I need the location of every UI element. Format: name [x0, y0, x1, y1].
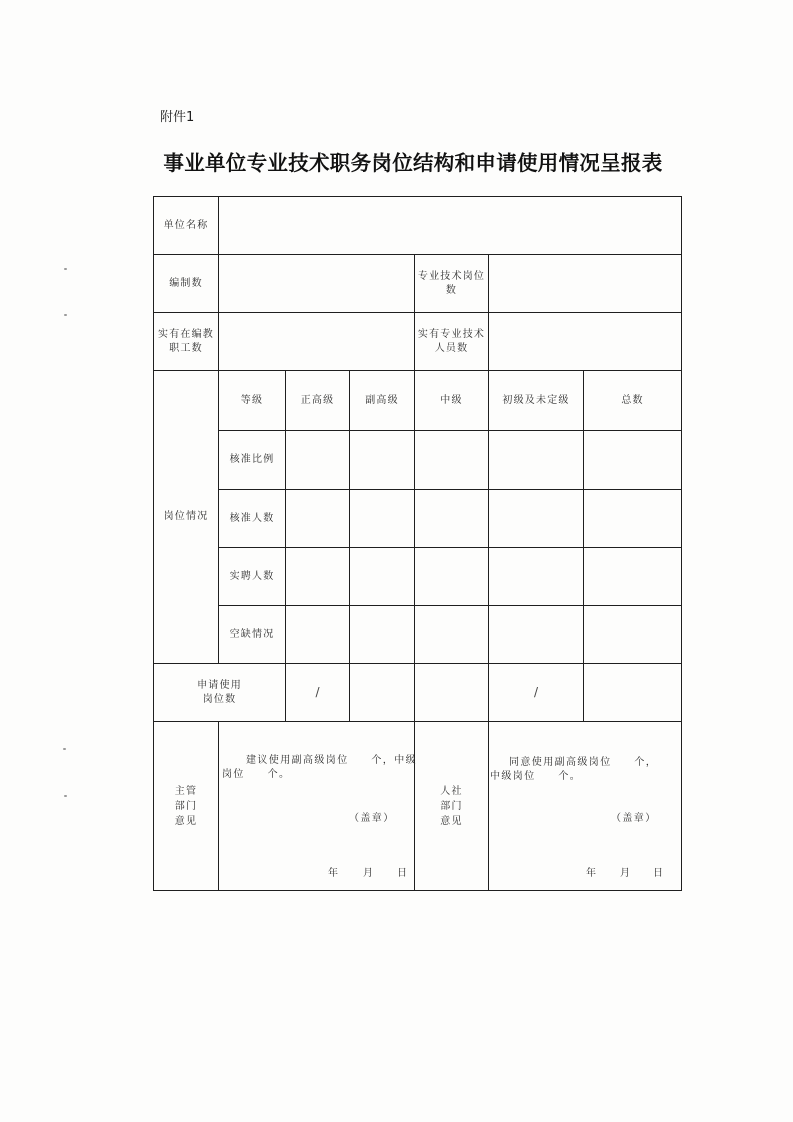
dept-opinion-label-line: 意见: [174, 815, 198, 827]
post-header-intermediate: 中级: [440, 394, 463, 406]
dept-date-day: 日: [397, 868, 409, 879]
hr-seal-label: （盖章）: [611, 813, 657, 824]
post-value-cell: [489, 548, 584, 606]
post-value-cell: [489, 431, 584, 490]
apply-senior-cell: [286, 664, 350, 722]
hr-date-day: 日: [653, 868, 665, 879]
unit-name-value-cell: [219, 197, 682, 255]
dept-opinion-label-cell: [154, 722, 219, 891]
hr-opinion-label-line: 人社: [440, 785, 463, 797]
post-value-cell: [350, 548, 415, 606]
post-value-cell: [286, 548, 350, 606]
post-value-cell: [350, 431, 415, 490]
post-header-total: 总数: [621, 394, 644, 406]
post-value-cell: [286, 431, 350, 490]
hr-opinion-text-line: 同意使用副高级岗位 个，: [509, 757, 658, 768]
actual-tech-label-cell: [415, 313, 489, 371]
unit-name-label: 单位名称: [163, 219, 209, 231]
actual-tech-label-line: 人员数: [434, 342, 469, 354]
tech-posts-value-cell: [489, 255, 682, 313]
post-section-label: 岗位情况: [163, 511, 209, 522]
hr-opinion-label-line: 部门: [440, 800, 463, 812]
post-header-cell: [350, 371, 415, 431]
actual-staff-label-line: 实有在编教: [158, 328, 214, 340]
tech-posts-label-cell: [415, 255, 489, 313]
row-post-header: [154, 371, 682, 431]
hr-opinion-box: [489, 722, 681, 890]
post-section-label-cell: [154, 371, 219, 664]
post-header-grade: 等级: [240, 394, 264, 406]
post-header-cell: [584, 371, 682, 431]
post-value-cell: [415, 490, 489, 548]
tech-posts-label-line: 专业技术岗位: [417, 270, 486, 282]
dept-seal-label: （盖章）: [349, 813, 395, 824]
post-row-label: 核准人数: [229, 512, 275, 524]
dept-date-month: 月: [363, 868, 375, 879]
post-value-cell: [584, 490, 682, 548]
apply-intermediate-cell: [415, 664, 489, 722]
slash-mark: /: [533, 684, 539, 699]
post-row-label-cell: [219, 431, 286, 490]
actual-tech-value-cell: [489, 313, 682, 371]
dept-opinion-box: [219, 722, 417, 890]
unit-name-label-cell: [154, 197, 219, 255]
scan-speck: [64, 268, 67, 270]
post-header-cell: [415, 371, 489, 431]
post-value-cell: [415, 606, 489, 664]
dept-opinion-label-line: 部门: [174, 800, 198, 812]
dept-opinion-text-line: 岗位 个。: [222, 769, 291, 780]
scan-speck: [64, 795, 67, 797]
post-header-cell: [489, 371, 584, 431]
row-employed-count: [154, 548, 682, 606]
dept-opinion-label-line: 主管: [174, 785, 198, 797]
post-value-cell: [286, 490, 350, 548]
apply-label-cell: [154, 664, 286, 722]
dept-opinion-text-line: 建议使用副高级岗位 个，中级: [246, 755, 417, 766]
row-opinions: [154, 722, 682, 891]
hr-opinion-text-line: 中级岗位 个。: [490, 771, 582, 782]
tech-posts-label-line: 数: [445, 284, 458, 296]
post-row-label-cell: [219, 606, 286, 664]
row-approved-count: [154, 490, 682, 548]
actual-staff-label-line: 职工数: [169, 342, 203, 354]
post-value-cell: [415, 431, 489, 490]
row-vacancy: [154, 606, 682, 664]
actual-staff-value-cell: [219, 313, 415, 371]
actual-tech-label-line: 实有专业技术: [417, 328, 486, 340]
post-header-cell: [286, 371, 350, 431]
post-header-senior: 正高级: [300, 394, 335, 406]
post-row-label: 实聘人数: [229, 570, 275, 582]
slash-mark: /: [315, 684, 320, 699]
row-actual-staff: [154, 313, 682, 371]
staffing-label-cell: [154, 255, 219, 313]
scan-speck: [63, 748, 66, 750]
row-unit-name: [154, 197, 682, 255]
staffing-value-cell: [219, 255, 415, 313]
post-value-cell: [584, 431, 682, 490]
hr-opinion-label-line: 意见: [440, 815, 463, 827]
post-value-cell: [350, 490, 415, 548]
row-approved-ratio: [154, 431, 682, 490]
scan-speck: [64, 314, 67, 316]
actual-staff-label-cell: [154, 313, 219, 371]
hr-opinion-label-cell: [415, 722, 489, 891]
post-value-cell: [489, 606, 584, 664]
post-value-cell: [584, 606, 682, 664]
row-apply-posts: [154, 664, 682, 722]
post-value-cell: [415, 548, 489, 606]
dept-date-year: 年: [328, 868, 340, 879]
apply-total-cell: [584, 664, 682, 722]
post-value-cell: [350, 606, 415, 664]
post-header-cell: [219, 371, 286, 431]
hr-date-year: 年: [586, 868, 598, 879]
apply-label-line: 申请使用: [197, 679, 242, 691]
post-value-cell: [584, 548, 682, 606]
dept-opinion-content-cell: [219, 722, 415, 891]
post-row-label: 核准比例: [229, 454, 275, 465]
apply-junior-cell: [489, 664, 584, 722]
apply-label-line: 岗位数: [202, 693, 237, 705]
post-row-label-cell: [219, 548, 286, 606]
post-row-label-cell: [219, 490, 286, 548]
form-title: 事业单位专业技术职务岗位结构和申请使用情况呈报表: [163, 151, 663, 175]
apply-associate-senior-cell: [350, 664, 415, 722]
post-value-cell: [286, 606, 350, 664]
post-header-associate-senior: 副高级: [365, 394, 399, 406]
attachment-label: 附件1: [160, 110, 195, 125]
row-staffing: [154, 255, 682, 313]
staffing-label: 编制数: [169, 277, 203, 289]
report-form-table: [153, 196, 682, 891]
post-header-junior: 初级及未定级: [502, 394, 570, 406]
post-row-label: 空缺情况: [229, 628, 275, 640]
post-value-cell: [489, 490, 584, 548]
hr-opinion-content-cell: [489, 722, 682, 891]
hr-date-month: 月: [620, 868, 632, 879]
